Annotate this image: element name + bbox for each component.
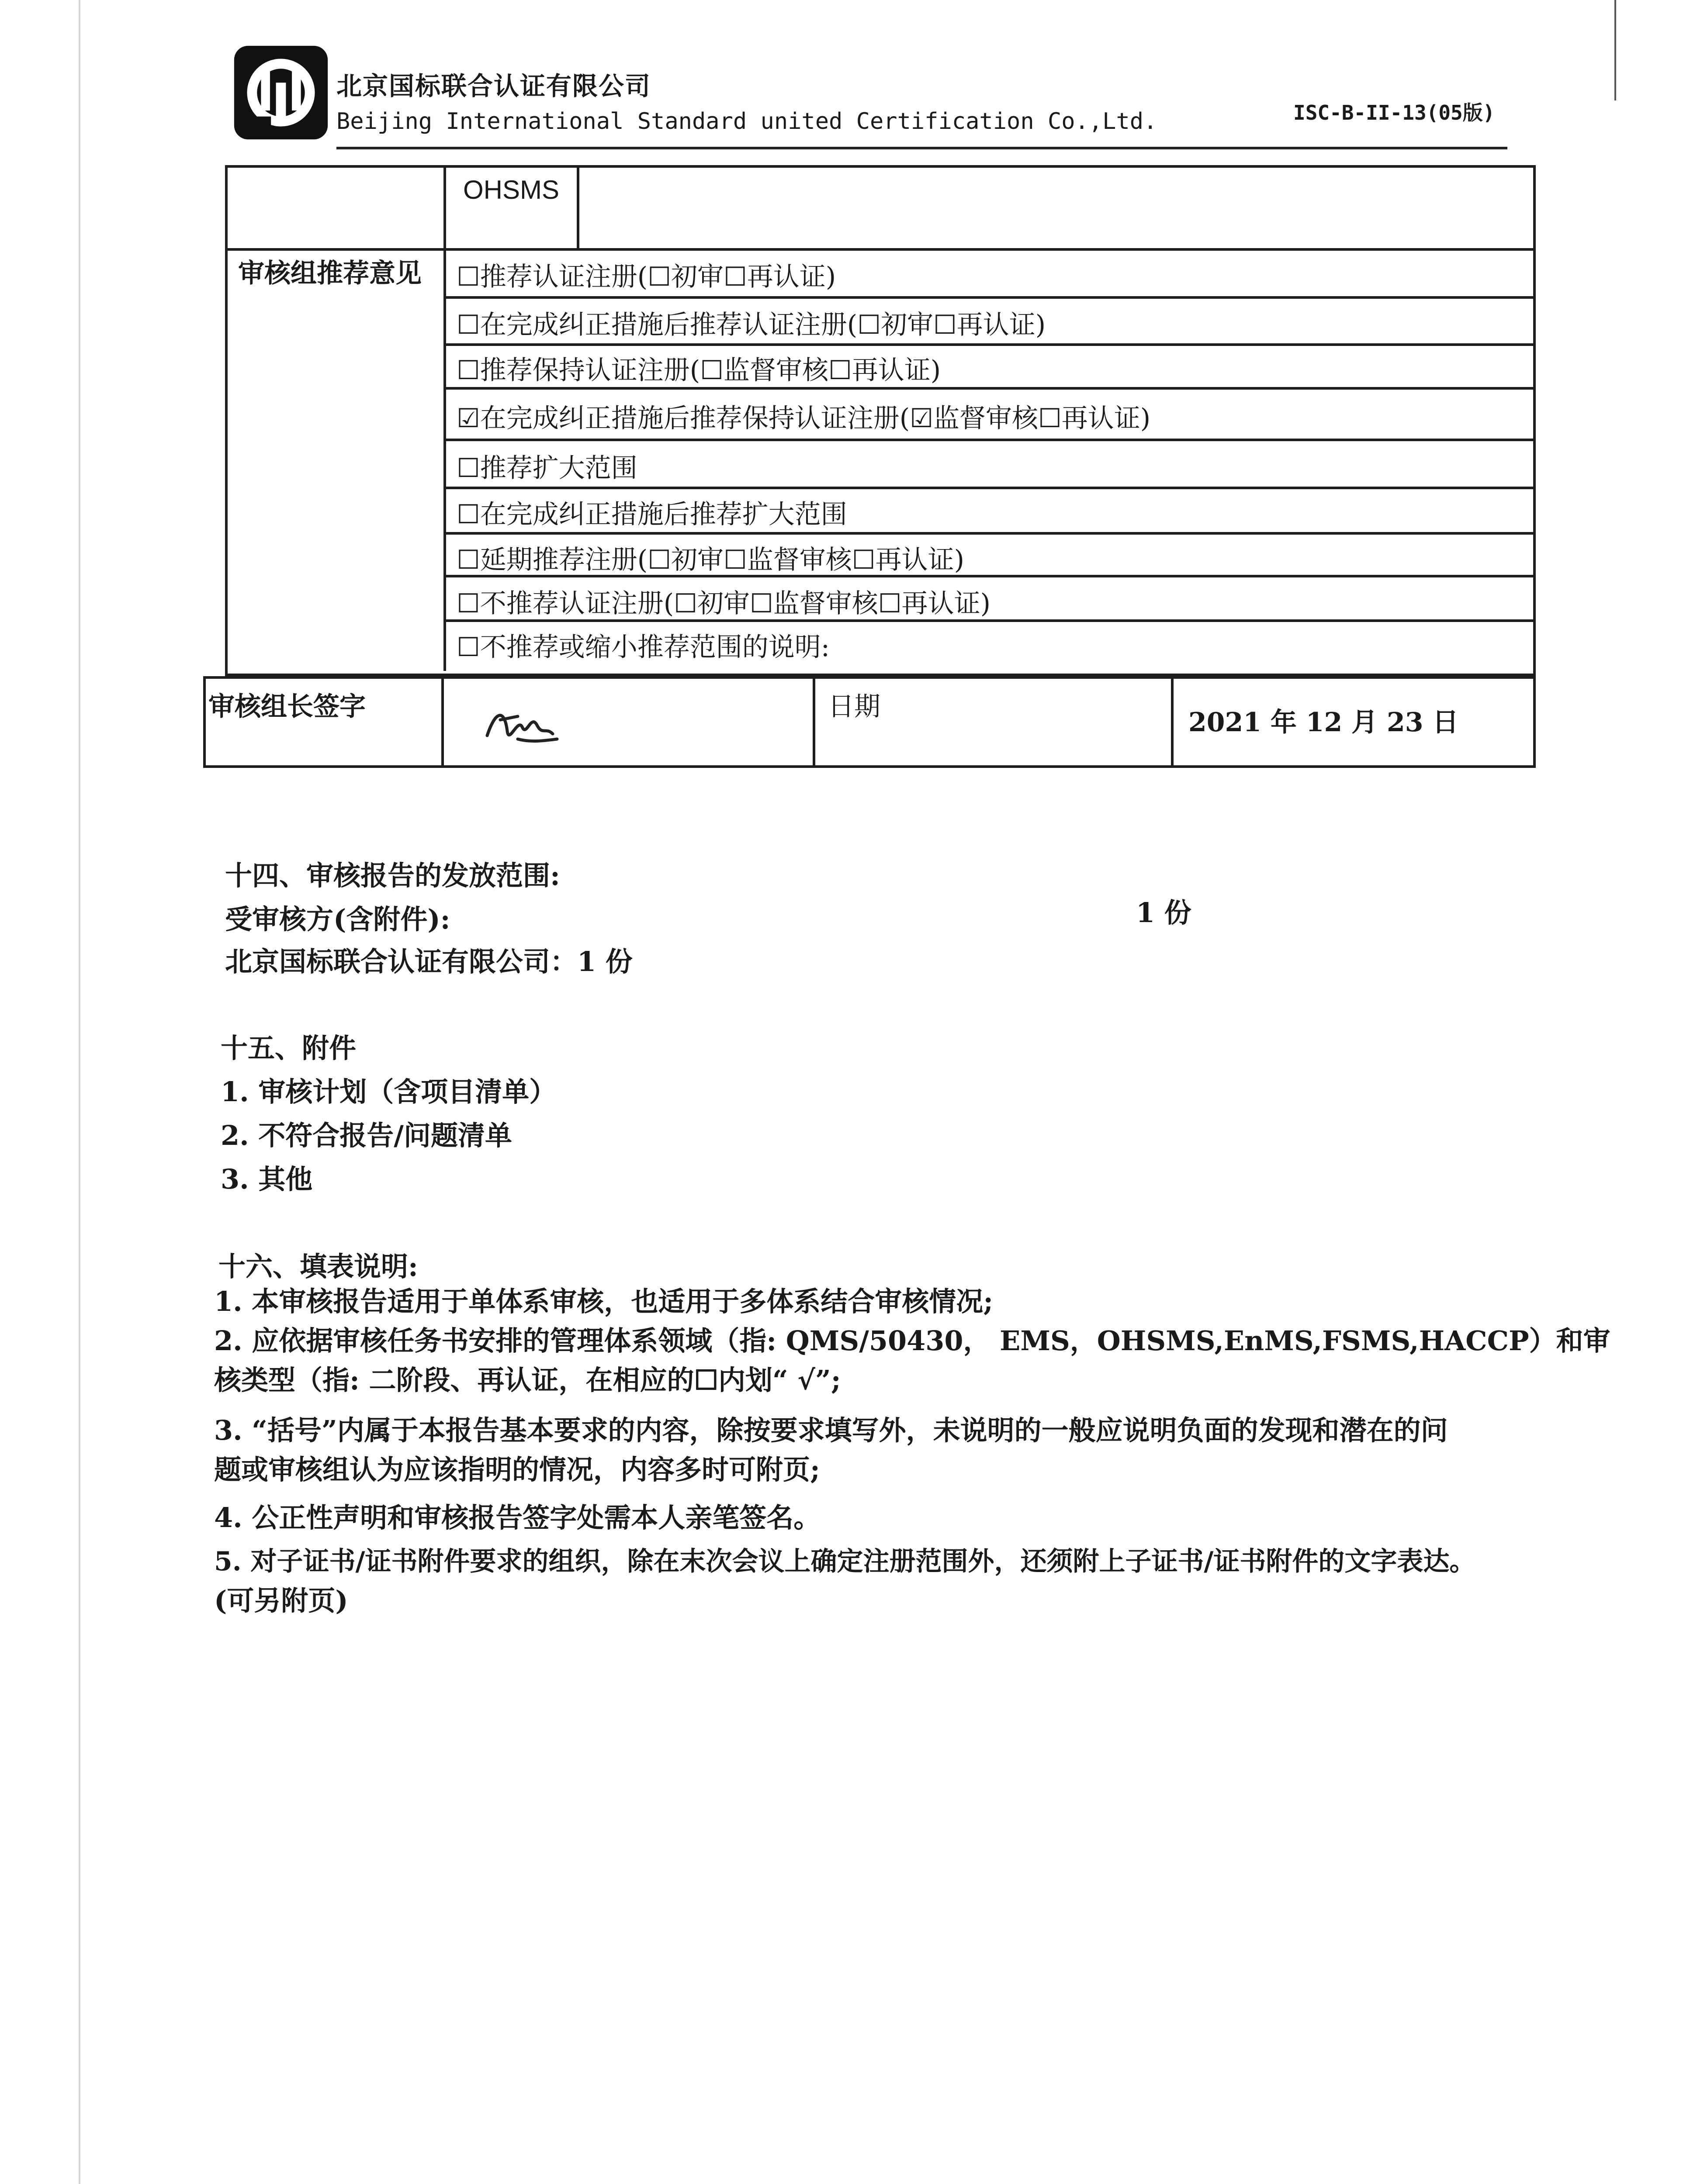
- option-row: ☑在完成纠正措施后推荐保持认证注册(☑监督审核☐再认证): [457, 403, 1151, 434]
- instruction-line: (可另附页): [214, 1585, 348, 1617]
- table-vline: [443, 248, 446, 671]
- leader-sign-label: 审核组长签字: [208, 691, 366, 722]
- form-code: ISC-B-II-13(05版): [1293, 101, 1495, 124]
- instruction-line: 2. 应依据审核任务书安排的管理体系领域（指: QMS/50430， EMS，OHSMS,EnMS,FSMS,HACCP）和审: [214, 1325, 1610, 1357]
- recommendation-table: [225, 165, 1536, 676]
- attachments-heading: 十五、附件: [221, 1032, 357, 1064]
- auditee-count: 1 份: [1136, 897, 1191, 929]
- attachment-item: 2. 不符合报告/问题清单: [221, 1120, 512, 1151]
- company-distribution: 北京国标联合认证有限公司：1 份: [225, 946, 633, 978]
- option-row: ☐在完成纠正措施后推荐认证注册(☐初审☐再认证): [457, 310, 1046, 340]
- option-row: ☐延期推荐注册(☐初审☐监督审核☐再认证): [457, 545, 964, 575]
- company-name-en: Beijing International Standard united Certification Co.,Ltd.: [336, 108, 1157, 135]
- signature-row: [203, 676, 1536, 768]
- date-label: 日期: [828, 691, 880, 722]
- option-row: ☐推荐扩大范围: [457, 453, 637, 484]
- table-hline: [443, 439, 1533, 441]
- table-vline: [577, 165, 579, 248]
- table-hline: [443, 387, 1533, 390]
- table-hline: [443, 296, 1533, 299]
- attachment-item: 1. 审核计划（含项目清单）: [221, 1076, 557, 1108]
- table-hline: [443, 487, 1533, 489]
- distribution-heading: 十四、审核报告的发放范围:: [225, 860, 560, 892]
- date-value: 2021 年 12 月 23 日: [1188, 707, 1459, 738]
- signature-icon: [483, 701, 570, 755]
- instruction-line: 核类型（指: 二阶段、再认证，在相应的☐内划“ √”;: [214, 1364, 841, 1396]
- table-hline: [225, 248, 1533, 251]
- instruction-line: 题或审核组认为应该指明的情况，内容多时可附页;: [214, 1454, 820, 1486]
- table-vline: [1171, 676, 1174, 768]
- attachment-item: 3. 其他: [221, 1163, 313, 1195]
- instruction-line: 4. 公正性声明和审核报告签字处需本人亲笔签名。: [214, 1502, 821, 1534]
- option-row: ☐不推荐或缩小推荐范围的说明:: [457, 632, 830, 663]
- option-row: ☐推荐保持认证注册(☐监督审核☐再认证): [457, 355, 941, 386]
- ohsms-label: OHSMS: [463, 175, 560, 204]
- table-hline: [443, 343, 1533, 346]
- recommend-label: 审核组推荐意见: [238, 258, 422, 289]
- company-name-cn: 北京国标联合认证有限公司: [336, 71, 651, 101]
- option-row: ☐推荐认证注册(☐初审☐再认证): [457, 262, 836, 292]
- isc-logo-icon: [231, 43, 331, 142]
- instruction-line: 1. 本审核报告适用于单体系审核，也适用于多体系结合审核情况;: [214, 1286, 994, 1317]
- scan-edge-left: [79, 0, 80, 2184]
- option-row: ☐在完成纠正措施后推荐扩大范围: [457, 499, 847, 530]
- instruction-line: 5. 对子证书/证书附件要求的组织，除在末次会议上确定注册范围外，还须附上子证书/证书附件的文字表达。: [214, 1546, 1476, 1577]
- table-vline: [813, 676, 815, 768]
- instruction-line: 3. “括号”内属于本报告基本要求的内容，除按要求填写外，未说明的一般应说明负面的发现和潜在的问: [214, 1414, 1448, 1446]
- table-vline: [443, 165, 446, 248]
- table-hline: [443, 532, 1533, 535]
- table-vline: [441, 676, 444, 768]
- auditee-label: 受审核方(含附件):: [225, 903, 450, 935]
- instructions-heading: 十六、填表说明:: [218, 1251, 418, 1282]
- scan-edge-right: [1614, 0, 1616, 100]
- option-row: ☐不推荐认证注册(☐初审☐监督审核☐再认证): [457, 588, 990, 619]
- header-rule: [336, 147, 1507, 149]
